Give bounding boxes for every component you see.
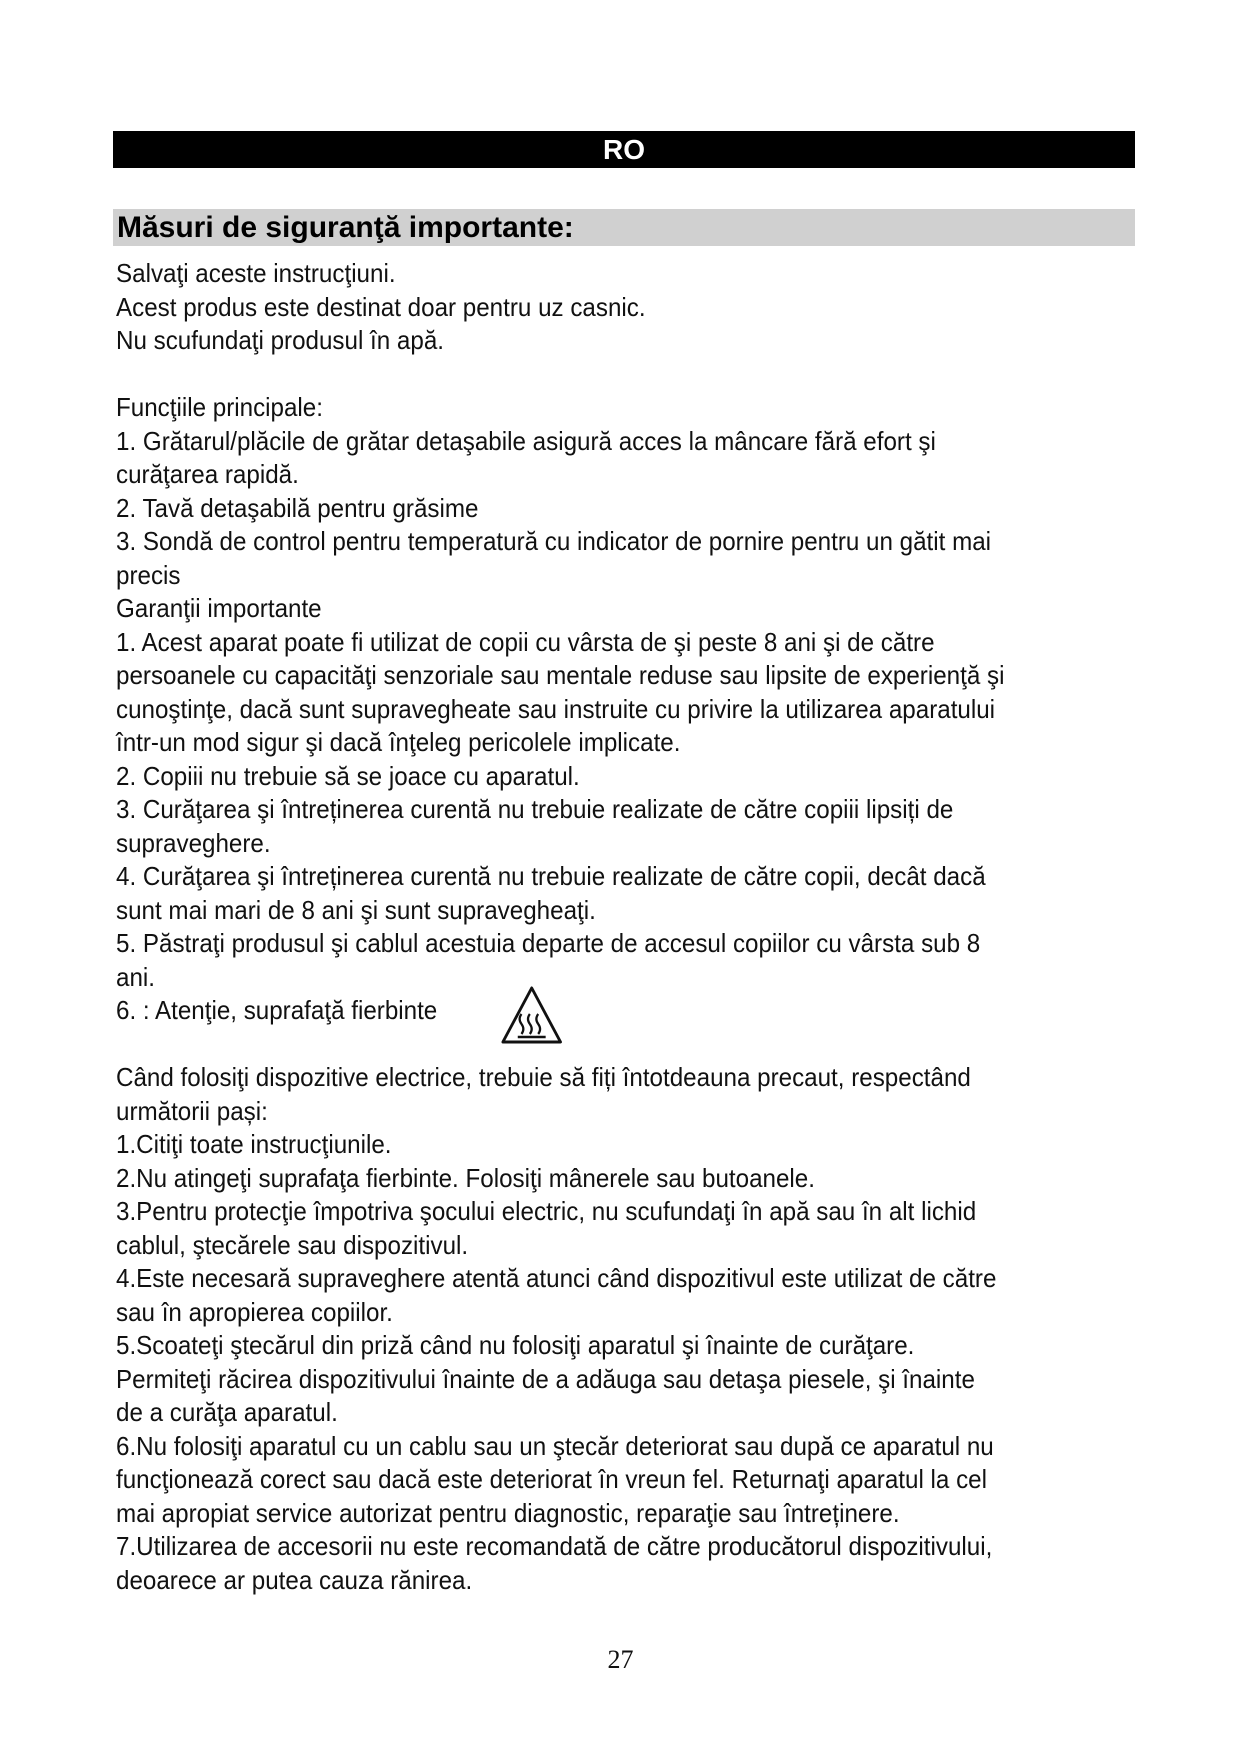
usage-line: 1.Citiţi toate instrucţiunile. xyxy=(116,1129,392,1159)
usage-line: deoarece ar putea cauza rănirea. xyxy=(116,1564,473,1595)
intro-line: Nu scufundaţi produsul în apă. xyxy=(116,325,444,355)
hot-surface-warning-icon xyxy=(499,984,564,1046)
language-header-bar: RO xyxy=(113,131,1135,168)
guarantees-line: cunoştinţe, dacă sunt supravegheate sau instruite cu privire la utilizarea aparatului xyxy=(116,693,996,724)
guarantees-line: într-un mod sigur şi dacă înţeleg pericolele implicate. xyxy=(116,727,681,757)
hot-surface-warning-text: 6. : Atenţie, suprafaţă fierbinte xyxy=(116,995,438,1025)
guarantees-line: ani. xyxy=(116,961,155,992)
functions-line: 2. Tavă detaşabilă pentru grăsime xyxy=(116,492,479,523)
usage-line: Când folosiţi dispozitive electrice, trebuie să fiți întotdeauna precaut, respectând xyxy=(116,1062,971,1092)
guarantees-heading: Garanţii importante xyxy=(116,593,322,623)
usage-line: de a curăţa aparatul. xyxy=(116,1397,338,1427)
usage-line: 6.Nu folosiţi aparatul cu un cablu sau un ştecăr deteriorat sau după ce aparatul nu xyxy=(116,1430,994,1461)
usage-line: 3.Pentru protecţie împotriva şocului electric, nu scufundaţi în apă sau în alt lichid xyxy=(116,1196,977,1226)
spacer xyxy=(116,358,1074,392)
usage-line: următorii pași: xyxy=(116,1095,268,1126)
usage-line: 7.Utilizarea de accesorii nu este recomandată de către producătorul dispozitivului, xyxy=(116,1531,993,1561)
guarantees-line: 4. Curăţarea şi întreținerea curentă nu trebuie realizate de către copii, decât dacă xyxy=(116,861,986,891)
functions-line: 3. Sondă de control pentru temperatură cu indicator de pornire pentru un gătit mai xyxy=(116,526,992,556)
functions-line: curăţarea rapidă. xyxy=(116,459,299,489)
usage-line: Permiteţi răcirea dispozitivului înainte de a adăuga sau detaşa piesele, şi înainte xyxy=(116,1363,975,1394)
functions-heading: Funcţiile principale: xyxy=(116,392,323,422)
intro-line: Acest produs este destinat doar pentru uz casnic. xyxy=(116,291,646,322)
section-title: Măsuri de siguranţă importante: xyxy=(113,209,1135,246)
guarantees-line: supraveghere. xyxy=(116,827,271,858)
usage-line: 4.Este necesară supraveghere atentă atunci când dispozitivul este utilizat de către xyxy=(116,1263,997,1293)
functions-line: precis xyxy=(116,559,181,590)
hot-surface-warning xyxy=(116,994,1074,1028)
guarantees-line: 2. Copiii nu trebuie să se joace cu aparatul. xyxy=(116,760,580,791)
functions-line: 1. Grătarul/plăcile de grătar detaşabile asigură acces la mâncare fără efort şi xyxy=(116,425,936,456)
guarantees-line: persoanele cu capacităţi senzoriale sau mentale reduse sau lipsite de experienţă şi xyxy=(116,660,1005,690)
usage-line: 2.Nu atingeţi suprafaţa fierbinte. Folosiţi mânerele sau butoanele. xyxy=(116,1162,815,1193)
usage-line: cablul, ştecărele sau dispozitivul. xyxy=(116,1229,469,1260)
guarantees-line: 5. Păstraţi produsul şi cablul acestuia departe de accesul copiilor cu vârsta sub 8 xyxy=(116,928,981,958)
usage-line: sau în apropierea copiilor. xyxy=(116,1296,393,1327)
usage-line: mai apropiat service autorizat pentru diagnostic, reparaţie sau întreținere. xyxy=(116,1497,900,1528)
usage-line: 5.Scoateţi ştecărul din priză când nu folosiţi aparatul şi înainte de curăţare. xyxy=(116,1330,915,1360)
guarantees-line: 3. Curăţarea şi întreținerea curentă nu trebuie realizate de către copiii lipsiți de xyxy=(116,794,954,824)
usage-line: funcţionează corect sau dacă este deteriorat în vreun fel. Returnaţi aparatul la cel xyxy=(116,1464,987,1494)
intro-line: Salvaţi aceste instrucţiuni. xyxy=(116,258,396,288)
guarantees-line: sunt mai mari de 8 ani şi sunt supravegheaţi. xyxy=(116,894,596,925)
body-text xyxy=(116,257,1074,1597)
guarantees-line: 1. Acest aparat poate fi utilizat de copii cu vârsta de şi peste 8 ani şi de către xyxy=(116,626,935,657)
spacer xyxy=(116,1028,1074,1062)
page-number: 27 xyxy=(607,1645,634,1674)
